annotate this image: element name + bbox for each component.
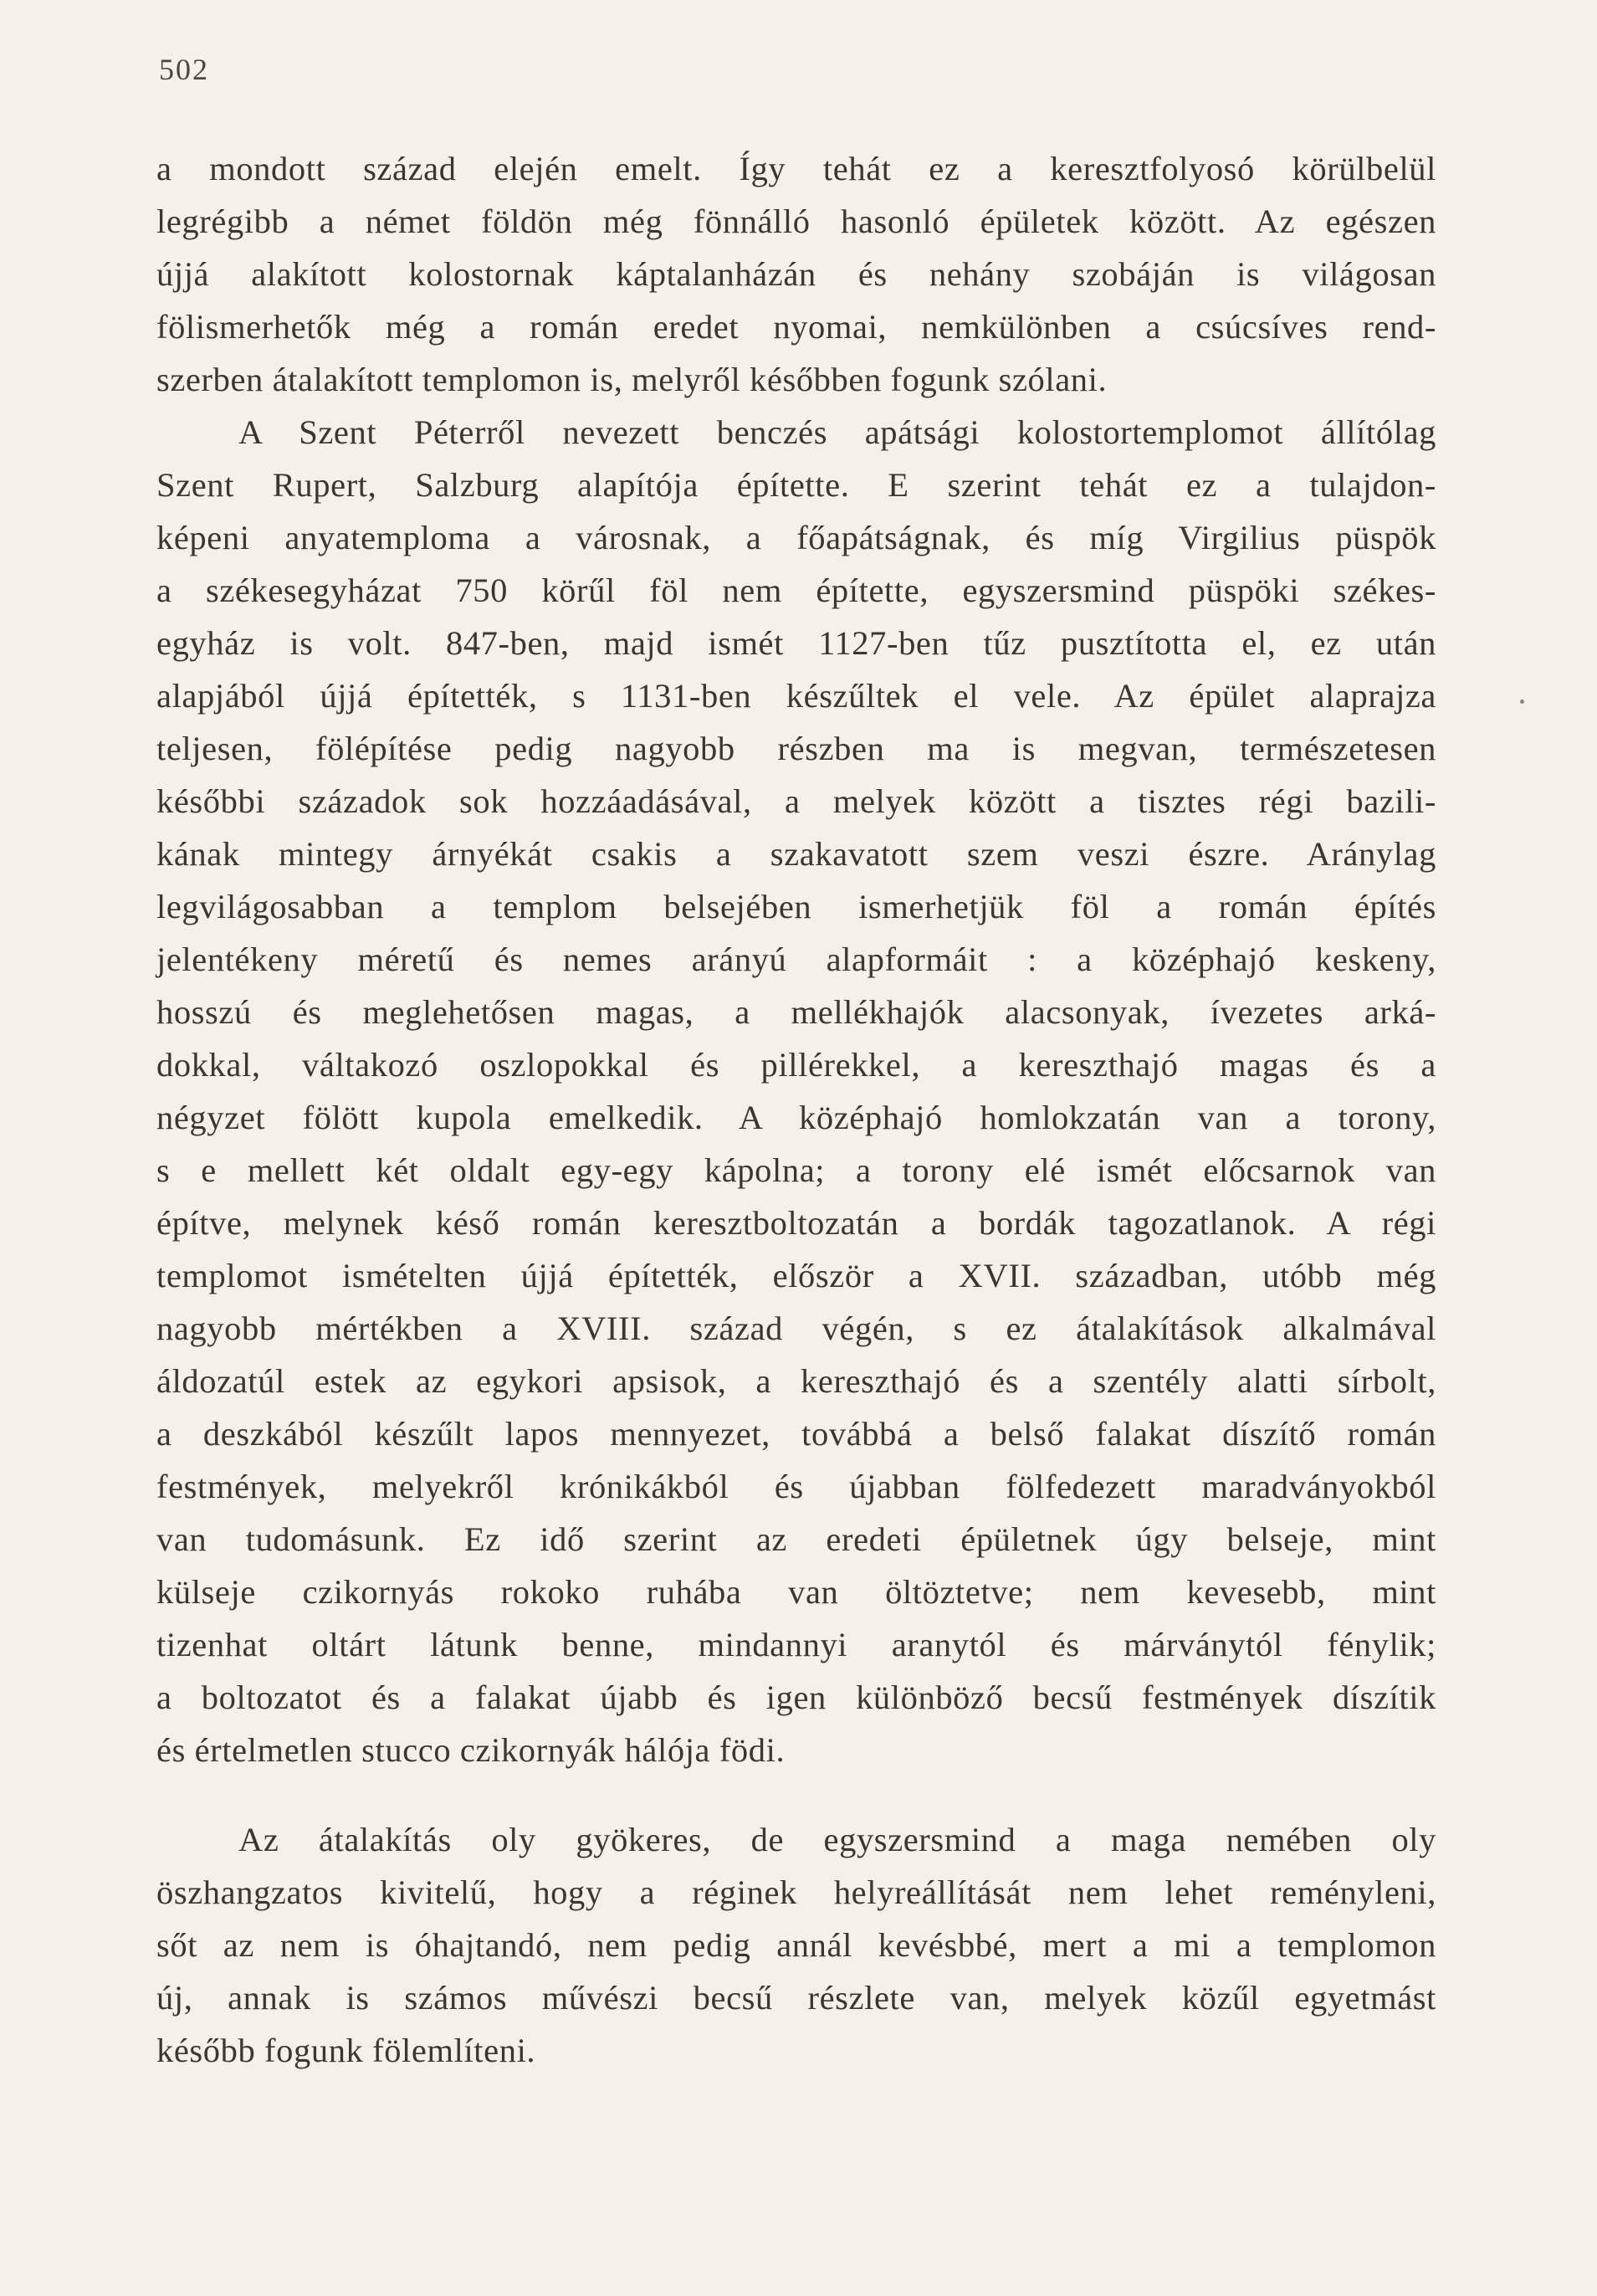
paragraph-gap <box>156 1776 1436 1813</box>
text-line: Szent Rupert, Salzburg alapítója építette. E szerint tehát ez a tulajdon- <box>156 466 1436 504</box>
text-line: templomot ismételten újjá építették, először a XVII. században, utóbb még <box>156 1257 1436 1294</box>
text-line: egyház is volt. 847-ben, majd ismét 1127-ben tűz pusztította el, ez után <box>156 624 1436 662</box>
text-line: jelentékeny méretű és nemes arányú alapformáit : a középhajó keskeny, <box>156 940 1436 978</box>
paragraph-continuation <box>156 142 1436 406</box>
paragraph-atalakitas <box>156 1813 1436 2077</box>
text-line: s e mellett két oldalt egy-egy kápolna; a torony elé ismét előcsarnok van <box>156 1151 1436 1189</box>
text-line: a deszkából készűlt lapos mennyezet, továbbá a belső falakat díszítő román <box>156 1415 1436 1453</box>
text-line: későbbi századok sok hozzáadásával, a melyek között a tisztes régi bazili- <box>156 782 1436 820</box>
text-line: építve, melynek késő román keresztboltozatán a bordák tagozatlanok. A régi <box>156 1204 1436 1242</box>
text-line: új, annak is számos művészi becsű részlete van, melyek közűl egyetmást <box>156 1979 1436 2017</box>
text-line: újjá alakított kolostornak káptalanházán és nehány szobáján is világosan <box>156 255 1436 293</box>
text-line: legrégibb a német földön még fönnálló hasonló épületek között. Az egészen <box>156 202 1436 240</box>
text-line: képeni anyatemploma a városnak, a főapátságnak, és míg Virgilius püspök <box>156 519 1436 556</box>
text-line: teljesen, fölépítése pedig nagyobb részben ma is megvan, természetesen <box>156 730 1436 767</box>
page-number: 502 <box>159 53 209 86</box>
text-line: legvilágosabban a templom belsejében ismerhetjük föl a román építés <box>156 888 1436 925</box>
margin-speck <box>1520 700 1524 704</box>
text-line: később fogunk fölemlíteni. <box>156 2032 536 2069</box>
text-line: a boltozatot és a falakat újabb és igen különböző becsű festmények díszítik <box>156 1678 1436 1716</box>
text-line: fölismerhetők még a román eredet nyomai, nemkülönben a csúcsíves rend- <box>156 308 1436 346</box>
text-line: áldozatúl estek az egykori apsisok, a kereszthajó és a szentély alatti sírbolt, <box>156 1362 1436 1400</box>
text-line: nagyobb mértékben a XVIII. század végén, s ez átalakítások alkalmával <box>156 1309 1436 1347</box>
text-line: a mondott század elején emelt. Így tehát ez a keresztfolyosó körülbelül <box>156 150 1436 187</box>
text-line: kának mintegy árnyékát csakis a szakavatott szem veszi észre. Aránylag <box>156 835 1436 873</box>
text-line: négyzet fölött kupola emelkedik. A középhajó homlokzatán van a torony, <box>156 1099 1436 1136</box>
text-line: van tudomásunk. Ez idő szerint az eredeti épületnek úgy belseje, mint <box>156 1520 1436 1558</box>
text-line: Az átalakítás oly gyökeres, de egyszersmind a maga nemében oly <box>238 1821 1436 1858</box>
text-line: festmények, melyekről krónikákból és újabban fölfedezett maradványokból <box>156 1468 1436 1505</box>
text-line: A Szent Péterről nevezett benczés apátsági kolostortemplomot állítólag <box>238 413 1436 451</box>
text-line: tizenhat oltárt látunk benne, mindannyi aranytól és márványtól fénylik; <box>156 1626 1436 1663</box>
text-line: a székesegyházat 750 körűl föl nem építette, egyszersmind püspöki székes- <box>156 571 1436 609</box>
text-line: külseje czikornyás rokoko ruhába van öltöztetve; nem kevesebb, mint <box>156 1573 1436 1611</box>
text-line: és értelmetlen stucco czikornyák hálója födi. <box>156 1731 786 1769</box>
body-text <box>156 142 1436 2077</box>
text-line: dokkal, váltakozó oszlopokkal és pillérekkel, a kereszthajó magas és a <box>156 1046 1436 1084</box>
paragraph-szent-peter <box>156 406 1436 1776</box>
text-line: sőt az nem is óhajtandó, nem pedig annál kevésbbé, mert a mi a templomon <box>156 1926 1436 1964</box>
text-line: öszhangzatos kivitelű, hogy a réginek helyreállítását nem lehet reményleni, <box>156 1873 1436 1911</box>
text-line: alapjából újjá építették, s 1131-ben készűltek el vele. Az épület alaprajza <box>156 677 1436 715</box>
text-line: hosszú és meglehetősen magas, a mellékhajók alacsonyak, ívezetes arká- <box>156 993 1436 1031</box>
text-line: szerben átalakított templomon is, melyről későbben fogunk szólani. <box>156 361 1108 398</box>
